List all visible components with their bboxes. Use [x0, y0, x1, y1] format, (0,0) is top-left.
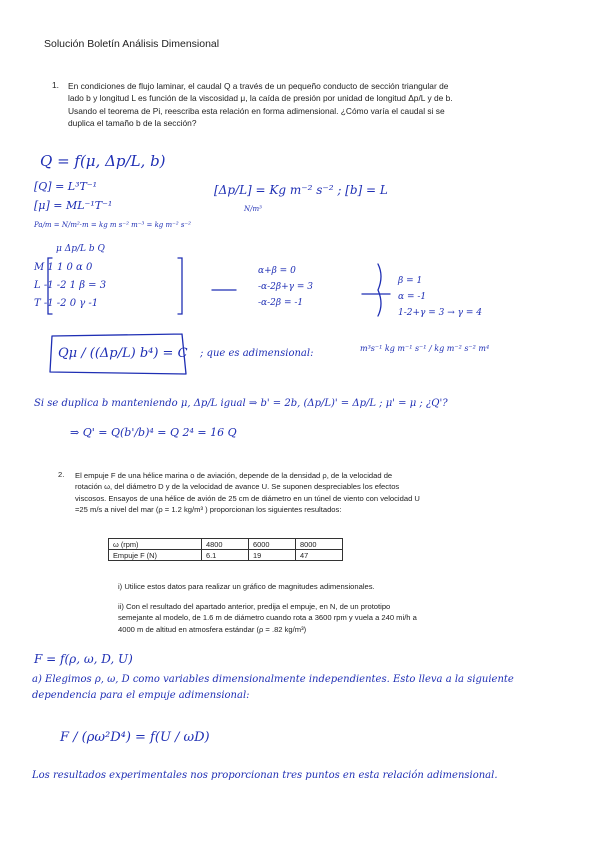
handwritten-equation: -α-2β = -1 — [258, 298, 304, 308]
handwritten-dimension-pressure-gradient: [Δp/L] = Kg m⁻² s⁻² ; [b] = L — [214, 183, 388, 197]
handwritten-dimension-mu: [μ] = ML⁻¹T⁻¹ — [34, 199, 113, 212]
handwritten-matrix-header: μ Δp/L b Q — [56, 244, 105, 254]
table-cell: 19 — [249, 550, 296, 561]
handwritten-dimension-q: [Q] = L³T⁻¹ — [34, 180, 98, 193]
handwritten-part-a-text: a) Elegimos ρ, ω, D como variables dimensionalmente independientes. Esto lleva a la siguiente dependencia para el empuje adimensional: — [32, 674, 514, 701]
equation-brace-stroke — [378, 264, 381, 316]
handwritten-function-relation: Q = f(μ, Δp/L, b) — [40, 152, 166, 170]
handwritten-conclusion: Los resultados experimentales nos proporcionan tres puntos en esta relación adimensional. — [32, 770, 498, 781]
handwritten-thrust-function: F = f(ρ, ω, D, U) — [34, 652, 133, 666]
question-2-part-i: i) Utilice estos datos para realizar un gráfico de magnitudes adimensionales. — [118, 582, 375, 591]
page-title: Solución Boletín Análisis Dimensional — [44, 38, 220, 50]
pi-group-box-stroke — [50, 334, 186, 374]
table-cell: 47 — [296, 550, 343, 561]
handwritten-matrix-row: M 1 1 0 α 0 — [34, 262, 93, 273]
handwritten-matrix-row: T -1 -2 0 γ -1 — [34, 298, 99, 309]
handwritten-doubling-question: Si se duplica b manteniendo μ, Δp/L igual ⇒ b' = 2b, (Δp/L)' = Δp/L ; μ' = μ ; ¿Q'? — [34, 398, 448, 409]
question-2-number: 2. — [58, 470, 65, 479]
question-1-number: 1. — [52, 80, 59, 90]
handwritten-doubling-result: ⇒ Q' = Q(b'/b)⁴ = Q 2⁴ = 16 Q — [70, 426, 237, 439]
table-cell: 6000 — [249, 539, 296, 550]
handwritten-equation: -α-2β+γ = 3 — [258, 282, 313, 292]
question-2-text: El empuje F de una hélice marina o de aviación, depende de la densidad ρ, de la velocidad de rotación ω, del diámetro D y de la velocidad de avance U. Se suponen despreciables los efectos viscosos. Ensayos de una hélice de avión de 25 cm de diámetro en un túnel de viento con velocidad U =25 m/s a nivel del mar (ρ = 1.2 kg/m³ ) proporcionan los siguientes resultados: — [75, 471, 420, 515]
handwritten-solution: α = -1 — [398, 292, 427, 302]
handwritten-equation: α+β = 0 — [258, 266, 296, 276]
question-1-text: En condiciones de flujo laminar, el caudal Q a través de un pequeño conducto de sección triangular de lado b y longitud L es función de la viscosidad μ, la caída de presión por unidad de longitud Δp/L y de b. Usando el teorema de Pi, reescriba esta relación en forma adimensional. ¿Cómo varía el caudal si se duplica el tamaño b de la sección? — [68, 81, 453, 128]
question-2-part-ii: ii) Con el resultado del apartado anterior, predija el empuje, en N, de un prototipo semejante al modelo, de 1.6 m de diámetro cuando rota a 3600 rpm y vuela a 240 mi/h a 4000 m de altitud en atmosfera estándar (ρ = .82 kg/m³) — [118, 602, 417, 634]
table-cell: 8000 — [296, 539, 343, 550]
matrix-bracket-stroke — [48, 258, 52, 314]
matrix-bracket-stroke — [178, 258, 182, 314]
table-cell: ω (rpm) — [109, 539, 202, 550]
table-cell: 4800 — [202, 539, 249, 550]
handwritten-dimensionless-relation: F / (ρω²D⁴) = f(U / ωD) — [60, 730, 210, 745]
handwritten-solution: 1-2+γ = 3 → γ = 4 — [398, 308, 483, 318]
handwritten-pi-units: m³s⁻¹ kg m⁻¹ s⁻¹ / kg m⁻² s⁻² m⁴ — [360, 344, 490, 353]
handwritten-matrix-row: L -1 -2 1 β = 3 — [34, 280, 107, 291]
handwritten-pi-note: ; que es adimensional: — [200, 348, 314, 359]
table-cell: 6.1 — [202, 550, 249, 561]
handwritten-solution: β = 1 — [398, 276, 423, 286]
table-cell: Empuje F (N) — [109, 550, 202, 561]
handwritten-pressure-units: Pa/m = N/m²·m = kg m s⁻² m⁻³ = kg m⁻² s⁻² — [34, 221, 191, 229]
handwritten-units-note: N/m³ — [244, 205, 262, 213]
handwritten-pi-group: Qμ / ((Δp/L) b⁴) = C — [58, 346, 188, 361]
